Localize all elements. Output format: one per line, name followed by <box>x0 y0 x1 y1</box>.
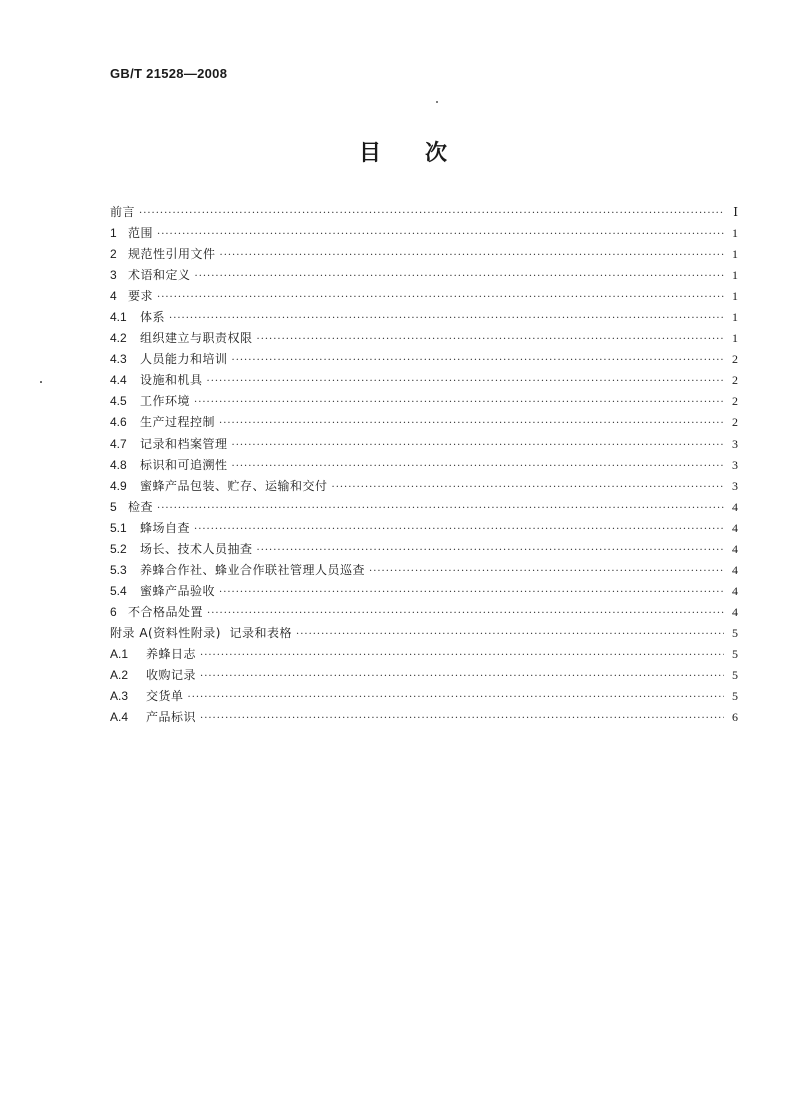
toc-entry-page: 3 <box>732 478 738 493</box>
toc-entry[interactable] <box>110 476 738 497</box>
toc-entry-label: 不合格品处置 <box>128 604 204 619</box>
toc-entry-page: 4 <box>732 604 738 619</box>
toc-leader-dots <box>296 624 724 645</box>
toc-entry-label: 收购记录 <box>146 668 197 683</box>
toc-entry-number: 1 <box>110 226 117 241</box>
toc-entry-label: 蜜蜂产品验收 <box>140 583 216 598</box>
toc-entry-number: 5.4 <box>110 583 127 598</box>
toc-entry-page: 2 <box>732 394 738 409</box>
toc-entry-label: 场长、技术人员抽查 <box>140 541 253 556</box>
toc-entry-page: 1 <box>732 226 738 241</box>
toc-entry-page: 3 <box>732 436 738 451</box>
toc-entry-label: 工作环境 <box>140 394 191 409</box>
toc-entry-page: Ⅰ <box>733 205 738 219</box>
toc-entry[interactable] <box>110 623 738 644</box>
toc-entry-label: 附录 A(资料性附录) 记录和表格 <box>110 625 293 640</box>
toc-entry-label: 设施和机具 <box>140 373 203 388</box>
toc-entry-page: 5 <box>732 646 738 661</box>
toc-entry-label: 范围 <box>128 226 154 241</box>
toc-entry[interactable] <box>110 560 738 581</box>
toc-entry[interactable] <box>110 265 738 286</box>
toc-entry-number: 4.3 <box>110 352 127 367</box>
toc-entry-page: 4 <box>732 499 738 514</box>
toc-entry-number: A.2 <box>110 668 129 683</box>
toc-leader-dots <box>157 498 724 519</box>
toc-entry[interactable] <box>110 202 738 223</box>
toc-entry-label: 产品标识 <box>146 710 197 725</box>
toc-entry[interactable] <box>110 665 738 686</box>
toc-leader-dots <box>207 371 724 392</box>
toc-entry[interactable] <box>110 539 738 560</box>
toc-leader-dots <box>232 350 724 371</box>
toc-entry-number: 5.3 <box>110 562 127 577</box>
toc-entry-number: 6 <box>110 604 117 619</box>
toc-entry-number: 4.9 <box>110 478 127 493</box>
toc-entry-label: 养蜂合作社、蜂业合作联社管理人员巡查 <box>140 562 366 577</box>
toc-leader-dots <box>169 308 724 329</box>
toc-entry[interactable] <box>110 370 738 391</box>
toc-entry-number: 4.2 <box>110 331 127 346</box>
toc-leader-dots <box>257 540 724 561</box>
scan-speck <box>40 381 42 383</box>
toc-entry-label: 蜂场自查 <box>140 520 191 535</box>
toc-entry-page: 4 <box>732 562 738 577</box>
toc-entry-label: 要求 <box>128 289 154 304</box>
toc-entry-page: 5 <box>732 689 738 704</box>
toc-entry-number: 5.1 <box>110 520 127 535</box>
toc-entry[interactable] <box>110 391 738 412</box>
toc-entry-number: 4.7 <box>110 436 127 451</box>
toc-leader-dots <box>219 413 724 434</box>
toc-entry[interactable] <box>110 307 738 328</box>
toc-leader-dots <box>200 708 724 729</box>
toc-entry-label: 术语和定义 <box>128 268 191 283</box>
toc-entry-label: 前言 <box>110 205 136 219</box>
toc-entry[interactable] <box>110 244 738 265</box>
title-char-1: 目 <box>358 141 381 166</box>
toc-entry-number: 4.5 <box>110 394 127 409</box>
toc-entry[interactable] <box>110 328 738 349</box>
toc-entry[interactable] <box>110 455 738 476</box>
toc-entry-number: 5.2 <box>110 541 127 556</box>
toc-entry-label: 标识和可追溯性 <box>140 457 228 472</box>
toc-entry-number: A.4 <box>110 710 129 725</box>
toc-entry-label: 养蜂日志 <box>146 646 197 661</box>
toc-leader-dots <box>232 456 724 477</box>
toc-entry-label: 规范性引用文件 <box>128 247 216 262</box>
toc-entry-page: 4 <box>732 583 738 598</box>
toc-entry-page: 2 <box>732 415 738 430</box>
toc-entry[interactable] <box>110 644 738 665</box>
toc-leader-dots <box>369 561 724 582</box>
toc-entry-number: A.1 <box>110 646 129 661</box>
toc-entry-page: 1 <box>732 289 738 304</box>
toc-entry[interactable] <box>110 518 738 539</box>
toc-entry-number: 5 <box>110 499 117 514</box>
toc-leader-dots <box>332 477 724 498</box>
toc-leader-dots <box>157 287 724 308</box>
toc-entry-number: A.3 <box>110 689 129 704</box>
toc-entry-page: 1 <box>732 268 738 283</box>
toc-leader-dots <box>219 582 724 603</box>
toc-entry-page: 2 <box>732 373 738 388</box>
toc-entry-number: 4.8 <box>110 457 127 472</box>
title-char-2: 次 <box>425 141 448 166</box>
toc-entry-number: 2 <box>110 247 117 262</box>
toc-entry-label: 记录和档案管理 <box>140 436 228 451</box>
toc-entry[interactable] <box>110 686 738 707</box>
toc-entry-label: 蜜蜂产品包装、贮存、运输和交付 <box>140 478 328 493</box>
toc-entry[interactable] <box>110 349 738 370</box>
standard-code: GB/T 21528—2008 <box>110 66 228 81</box>
toc-entry-page: 4 <box>732 541 738 556</box>
toc-leader-dots <box>194 519 724 540</box>
toc-entry-label: 人员能力和培训 <box>140 352 228 367</box>
toc-entry-page: 3 <box>732 457 738 472</box>
toc-entry[interactable] <box>110 497 738 518</box>
toc-entry-page: 1 <box>732 310 738 325</box>
toc-leader-dots <box>232 435 724 456</box>
toc-entry-label: 体系 <box>140 310 166 325</box>
toc-entry[interactable] <box>110 223 738 244</box>
toc-entry[interactable] <box>110 286 738 307</box>
toc-leader-dots <box>139 203 724 224</box>
toc-leader-dots <box>200 666 724 687</box>
toc-entry-number: 4.4 <box>110 373 127 388</box>
toc-leader-dots <box>220 245 724 266</box>
page-title <box>0 136 806 167</box>
toc-entry-number: 4.6 <box>110 415 127 430</box>
scan-speck <box>436 101 438 103</box>
toc-entry[interactable] <box>110 602 738 623</box>
toc-entry[interactable] <box>110 412 738 433</box>
toc-entry-page: 5 <box>732 668 738 683</box>
toc-leader-dots <box>257 329 724 350</box>
toc-entry-label: 检查 <box>128 499 154 514</box>
toc-entry-number: 3 <box>110 268 117 283</box>
toc-leader-dots <box>207 603 724 624</box>
toc-entry-page: 5 <box>732 625 738 640</box>
toc-entry-page: 1 <box>732 247 738 262</box>
toc-entry-label: 生产过程控制 <box>140 415 216 430</box>
toc-leader-dots <box>195 266 724 287</box>
table-of-contents <box>110 202 738 728</box>
toc-entry-page: 1 <box>732 331 738 346</box>
toc-leader-dots <box>200 645 724 666</box>
toc-entry-label: 交货单 <box>146 689 184 704</box>
toc-entry-page: 6 <box>732 710 738 725</box>
toc-entry[interactable] <box>110 434 738 455</box>
toc-entry[interactable] <box>110 707 738 728</box>
toc-entry[interactable] <box>110 581 738 602</box>
toc-entry-number: 4.1 <box>110 310 127 325</box>
toc-leader-dots <box>194 392 724 413</box>
toc-entry-page: 4 <box>732 520 738 535</box>
toc-entry-number: 4 <box>110 289 117 304</box>
toc-entry-label: 组织建立与职责权限 <box>140 331 253 346</box>
toc-leader-dots <box>157 224 724 245</box>
toc-leader-dots <box>188 687 724 708</box>
toc-entry-page: 2 <box>732 352 738 367</box>
